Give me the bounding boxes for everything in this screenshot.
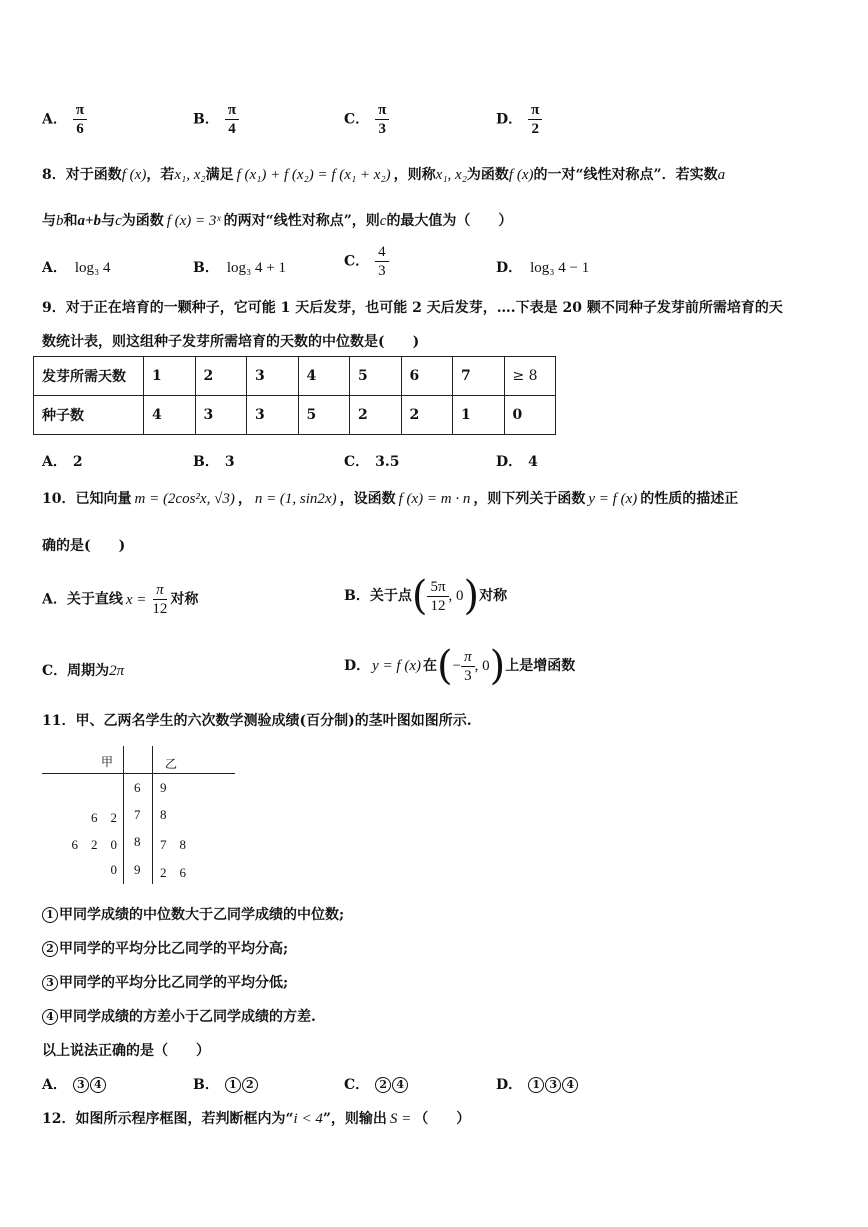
seed-days-table: [33, 356, 556, 435]
q11-option-a: A． 3 4: [42, 1074, 107, 1094]
stem-leaf-hline: [42, 773, 235, 774]
q10-line2: 确的是( ): [42, 538, 126, 554]
q11-option-b: B． 1 2: [193, 1074, 259, 1094]
q8-line1: 8．对于函数f (x)，若x₁, x₂满足 f (x₁) + f (x₂) = f (x₁ + x₂) ，则称x₁, x₂为函数f (x)的一对“线性对称点”．若实数a: [42, 167, 726, 183]
q11-line1: 11．甲、乙两名学生的六次数学测验成绩(百分制)的茎叶图如图所示.: [42, 713, 472, 729]
table-cell: 4: [144, 396, 196, 435]
q11-statement-2: 2 甲同学的平均分比乙同学的平均分高;: [42, 938, 288, 958]
leaf-right: 2 6: [160, 865, 187, 880]
q9-line1: 9．对于正在培育的一颗种子，它可能 1 天后发芽，也可能 2 天后发芽，….下表是 20 颗不同种子发芽前所需培育的天: [42, 300, 783, 316]
table-cell: 3: [247, 357, 299, 396]
stem-leaf-vline-right: [152, 746, 153, 884]
table-cell: 5: [350, 357, 402, 396]
table-cell: 1: [144, 357, 196, 396]
table-cell: 2: [350, 396, 402, 435]
table-cell: 3: [195, 396, 247, 435]
q10-line1: 10．已知向量 m = (2cos²x, √3) ， n = (1, sin2x) ，设函数 f (x) = m · n ，则下列关于函数 y = f (x) 的性质的描述正: [42, 491, 739, 507]
leaf-right: 7 8: [160, 837, 187, 852]
q7-option-c: C． $\frac{\pi}{3}$: [344, 101, 389, 138]
table-cell: 3: [247, 396, 299, 435]
stem: 6: [134, 780, 141, 795]
table-cell: 6: [401, 357, 453, 396]
q8-option-c: C． $\frac{4}{3}$: [344, 243, 389, 280]
table-row: [34, 396, 556, 435]
q10-option-d: D． y = f (x) 在(− $\frac{\pi}{3}$ , 0)上是增函数: [344, 643, 576, 689]
table-cell: 2: [195, 357, 247, 396]
q11-statement-3: 3 甲同学的平均分比乙同学的平均分低;: [42, 972, 288, 992]
q9-option-b: B． 3: [193, 454, 235, 470]
table-row: [34, 357, 556, 396]
q7-option-a: A． $\frac{\pi}{6}$: [42, 101, 87, 138]
q11-option-c: C． 2 4: [344, 1074, 409, 1094]
q8-option-a: A． log₃ 4: [42, 260, 111, 276]
stem: 9: [134, 862, 141, 877]
table-cell: 0: [504, 396, 556, 435]
q7-option-d: D． $\frac{\pi}{2}$: [496, 101, 542, 138]
table-cell: 1: [453, 396, 505, 435]
table-cell: 2: [401, 396, 453, 435]
leaf-left: 6 2 0: [71, 837, 117, 852]
q10-option-b: B．关于点( $\frac{5\pi}{12}$ , 0)对称: [344, 573, 508, 619]
q7-option-b: B． $\frac{\pi}{4}$: [193, 101, 239, 138]
leaf-left: 0: [110, 862, 117, 877]
q11-statement-4: 4 甲同学成绩的方差小于乙同学成绩的方差.: [42, 1006, 316, 1026]
q8-option-b: B． log₃ 4 + 1: [193, 260, 286, 276]
q9-line2: 数统计表，则这组种子发芽所需培育的天数的中位数是( ): [42, 334, 420, 350]
q11-prompt: 以上说法正确的是（ ）: [42, 1043, 210, 1059]
q11-option-d: D． 1 3 4: [496, 1074, 579, 1094]
q9-option-c: C． 3.5: [344, 454, 400, 470]
table-cell: 5: [298, 396, 350, 435]
leaf-left: 6 2: [90, 810, 117, 825]
stem-leaf-vline-left: [123, 746, 124, 884]
q9-option-a: A． 2: [42, 454, 83, 470]
table-header-days: 发芽所需天数: [34, 357, 144, 396]
q8-option-d: D． log₃ 4 − 1: [496, 260, 590, 276]
stem-leaf-right-header: 乙: [165, 757, 178, 771]
leaf-right: 8: [160, 807, 167, 822]
q10-option-c: C．周期为2π: [42, 663, 125, 679]
table-cell: 7: [453, 357, 505, 396]
q10-option-a: A．关于直线 x = $\frac{\pi}{12}$ 对称: [42, 582, 199, 617]
q11-statement-1: 1 甲同学成绩的中位数大于乙同学成绩的中位数;: [42, 904, 344, 924]
table-cell: ≥ 8: [504, 357, 556, 396]
stem-leaf-left-header: 甲: [101, 755, 114, 769]
stem: 7: [134, 807, 141, 822]
table-cell: 4: [298, 357, 350, 396]
q9-option-d: D． 4: [496, 454, 538, 470]
q8-line2: 与b和a+b与c为函数 f (x) = 3ˣ 的两对“线性对称点”，则c的最大值为（ ）: [42, 213, 513, 229]
stem: 8: [134, 834, 141, 849]
table-header-count: 种子数: [34, 396, 144, 435]
q12-line1: 12．如图所示程序框图，若判断框内为“i < 4”，则输出 S = （ ）: [42, 1111, 471, 1127]
leaf-right: 9: [160, 780, 167, 795]
